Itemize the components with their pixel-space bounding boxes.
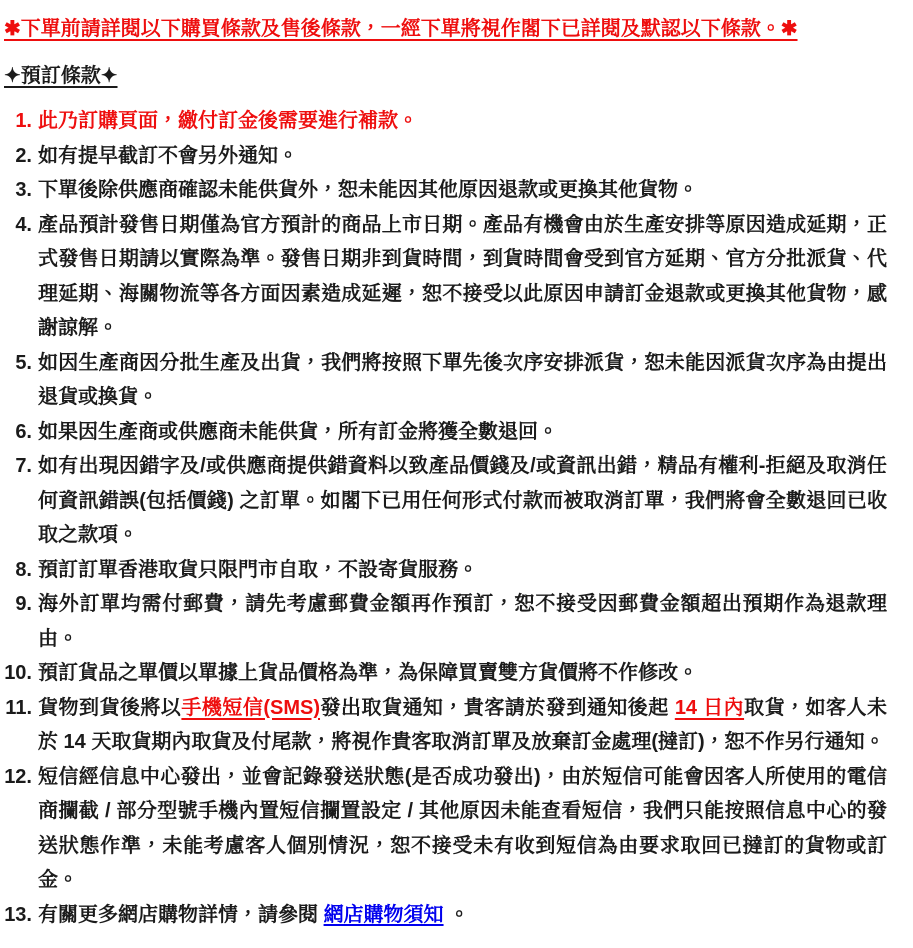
term-item (4, 691, 887, 760)
term-number: 10. (4, 662, 32, 684)
term-text-red-underline: 手機短信(SMS) (181, 696, 321, 719)
term-number: 8. (15, 558, 32, 581)
section-title-text: ✦預訂條款✦ (4, 64, 118, 87)
term-text-red: 此乃訂購頁面，繳付訂金後需要進行補款。 (38, 110, 418, 132)
term-item (4, 415, 887, 450)
term-number: 1. (15, 110, 32, 132)
term-text-segment: 有關更多網店購物詳情，請參閱 (38, 903, 324, 926)
term-number: 6. (15, 420, 32, 443)
term-item (4, 173, 887, 208)
term-text-segment: 短信經信息中心發出，並會記錄發送狀態(是否成功發出)，由於短信可能會因客人所使用的電信商攔截 / 部分型號手機內置短信攔置設定 / 其他原因未能查看短信，我們只能按照信息中心的發送狀態作準，未能考慮客人個別情況，恕不接受未有收到短信為由要求取回已撻訂的貨物或訂金。 (38, 765, 887, 891)
term-text (38, 104, 887, 139)
term-text-red-underline: 14 日內 (674, 696, 745, 719)
term-text (38, 449, 887, 553)
term-text-segment: 如果因生產商或供應商未能供貨，所有訂金將獲全數退回。 (38, 420, 558, 443)
term-text (38, 760, 887, 898)
term-text-segment: 下單後除供應商確認未能供貨外，恕未能因其他原因退款或更換其他貨物。 (38, 179, 698, 201)
term-number: 3. (15, 179, 32, 201)
term-number: 2. (15, 144, 32, 167)
term-item (4, 656, 887, 691)
term-number: 4. (15, 213, 32, 236)
term-item (4, 449, 887, 553)
term-text (38, 208, 887, 346)
term-text (38, 656, 887, 691)
term-item (4, 898, 887, 933)
term-item (4, 346, 887, 415)
term-text (38, 691, 887, 760)
term-number: 9. (15, 593, 32, 615)
term-number: 12. (4, 765, 32, 788)
term-item (4, 760, 887, 898)
term-text (38, 898, 887, 933)
term-number: 13. (4, 903, 32, 926)
term-item (4, 553, 887, 588)
term-text-segment: 預訂貨品之單價以單據上貨品價格為準，為保障買賣雙方貨價將不作修改。 (38, 662, 698, 684)
store-shopping-notice-link[interactable]: 網店購物須知 (323, 903, 444, 926)
term-text (38, 139, 887, 174)
section-title-preorder-terms (4, 59, 887, 94)
term-text (38, 173, 887, 208)
terms-list (4, 104, 887, 932)
term-text (38, 587, 887, 656)
term-text-segment: 如有提早截訂不會另外通知。 (38, 144, 298, 167)
term-text-segment: 海外訂單均需付郵費，請先考慮郵費金額再作預訂，恕不接受因郵費金額超出預期作為退款理由。 (38, 593, 887, 650)
term-text-segment: 發出取貨通知，貴客請於發到通知後起 (320, 696, 675, 719)
term-number: 11. (5, 696, 32, 719)
term-item (4, 139, 887, 174)
term-item (4, 587, 887, 656)
term-text-segment: 預訂訂單香港取貨只限門市自取，不設寄貨服務。 (38, 558, 478, 581)
term-text (38, 553, 887, 588)
term-text-segment: 產品預計發售日期僅為官方預計的商品上市日期。產品有機會由於生產安排等原因造成延期，正式發售日期請以實際為準。發售日期非到貨時間，到貨時間會受到官方延期、官方分批派貨、代理延期、海關物流等各方面因素造成延遲，恕不接受以此原因申請訂金退款或更換其他貨物，感謝諒解。 (38, 213, 887, 339)
term-text-segment: 。 (443, 903, 470, 926)
term-text (38, 415, 887, 450)
term-item (4, 104, 887, 139)
term-text (38, 346, 887, 415)
term-number: 5. (15, 351, 32, 374)
term-text-segment: 如有出現因錯字及/或供應商提供錯資料以致產品價錢及/或資訊出錯，精品有權利-拒絕及取消任何資訊錯誤(包括價錢) 之訂單。如閣下已用任何形式付款而被取消訂單，我們將會全數退回已收取之款項。 (38, 455, 887, 546)
term-text-segment: 如因生產商因分批生產及出貨，我們將按照下單先後次序安排派貨，恕未能因派貨次序為由提出退貨或換貨。 (38, 351, 887, 408)
term-number: 7. (15, 455, 32, 477)
term-text-segment: 取貨，如客人未於 14 天取貨期內取貨及付尾款，將視作貴客取消訂單及放棄訂金處理(撻訂)，恕不作另行通知。 (38, 696, 887, 753)
purchase-notice-banner: ✱下單前請詳閱以下購買條款及售後條款，一經下單將視作閣下已詳閱及默認以下條款。✱ (4, 18, 798, 40)
term-item (4, 208, 887, 346)
term-text-segment: 貨物到貨後將以 (38, 696, 182, 719)
